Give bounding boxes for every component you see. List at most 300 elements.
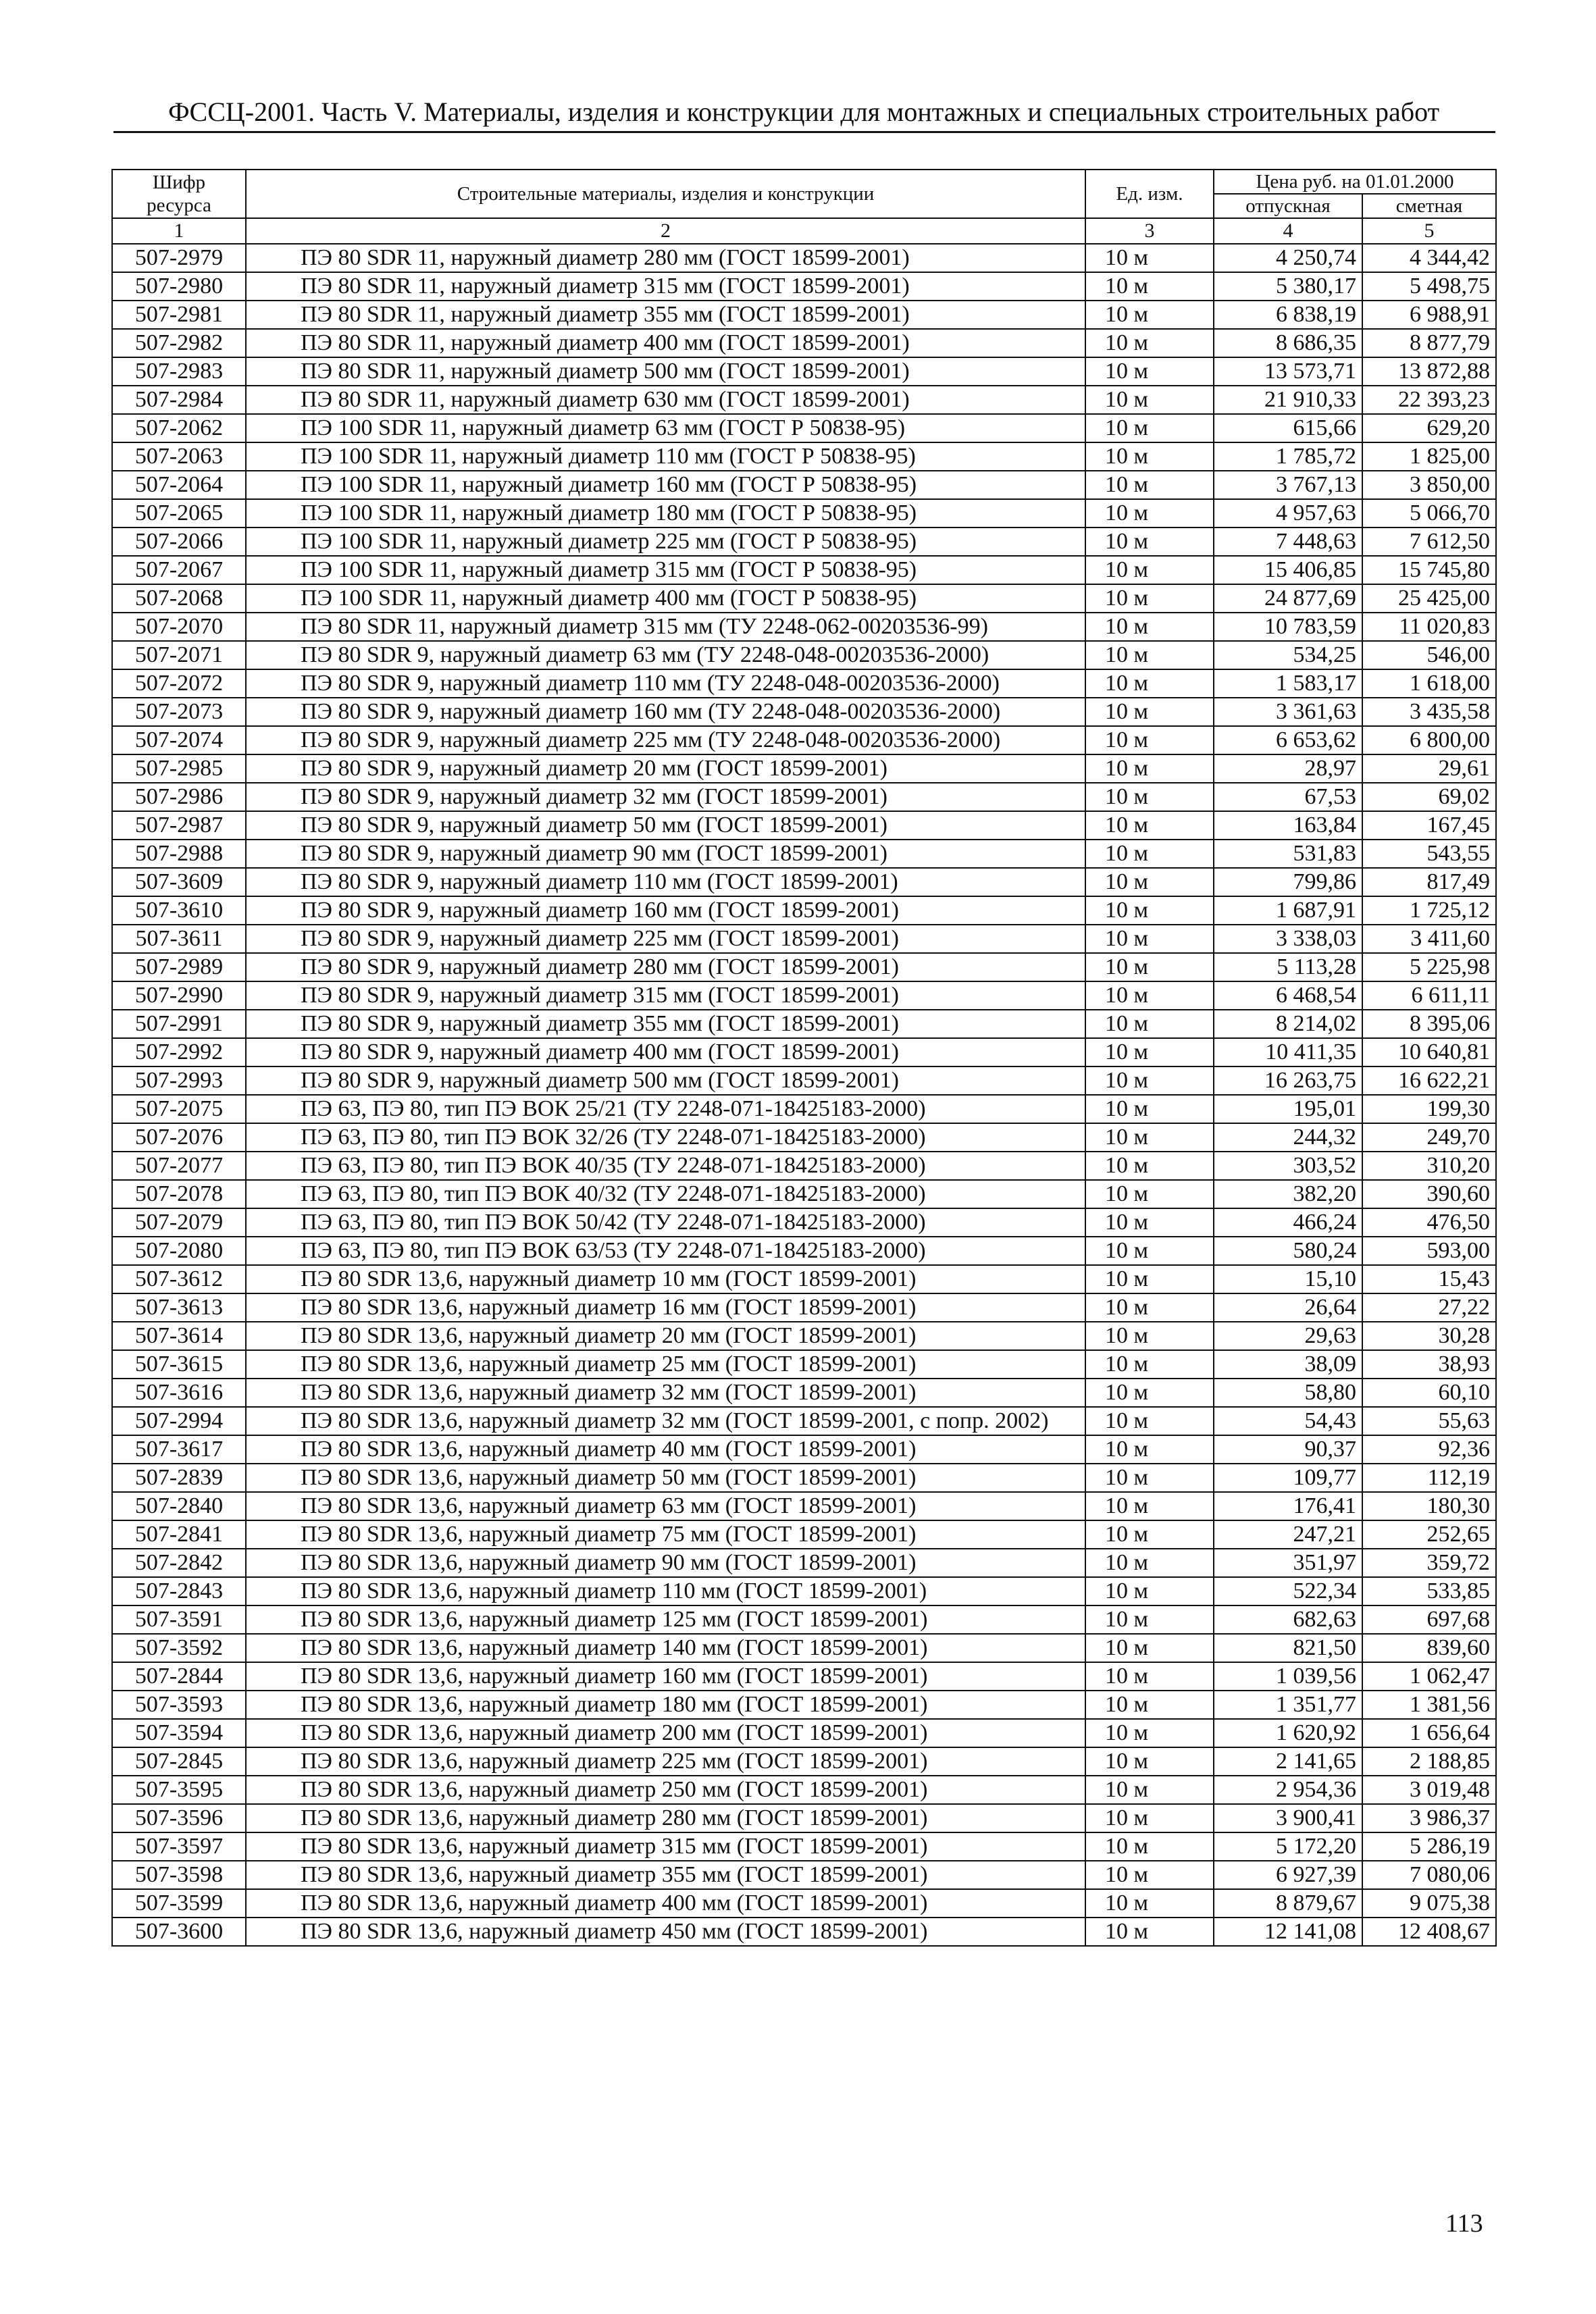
price-estimate: 543,55: [1362, 840, 1496, 868]
price-release: 38,09: [1214, 1350, 1362, 1379]
price-estimate: 697,68: [1362, 1605, 1496, 1634]
resource-code: 507-2079: [112, 1208, 246, 1237]
price-release: 3 338,03: [1214, 925, 1362, 953]
column-number: 2: [246, 218, 1085, 244]
price-estimate: 6 988,91: [1362, 301, 1496, 329]
material-description: ПЭ 80 SDR 13,6, наружный диаметр 25 мм (ГОСТ 18599-2001): [246, 1350, 1085, 1379]
resource-code: 507-3594: [112, 1719, 246, 1747]
unit-of-measure: 10 м: [1085, 301, 1214, 329]
table-row: [112, 499, 1496, 528]
table-row: [112, 1747, 1496, 1776]
column-number: 5: [1362, 218, 1496, 244]
material-description: ПЭ 80 SDR 9, наружный диаметр 160 мм (ТУ 2248-048-00203536-2000): [246, 698, 1085, 726]
unit-of-measure: 10 м: [1085, 1208, 1214, 1237]
price-estimate: 199,30: [1362, 1095, 1496, 1123]
resource-code: 507-3598: [112, 1861, 246, 1889]
resource-code: 507-2080: [112, 1237, 246, 1265]
price-estimate: 310,20: [1362, 1152, 1496, 1180]
material-description: ПЭ 80 SDR 13,6, наружный диаметр 10 мм (ГОСТ 18599-2001): [246, 1265, 1085, 1293]
table-row: [112, 953, 1496, 981]
unit-of-measure: 10 м: [1085, 499, 1214, 528]
resource-code: 507-2062: [112, 414, 246, 442]
material-description: ПЭ 80 SDR 13,6, наружный диаметр 450 мм (ГОСТ 18599-2001): [246, 1918, 1085, 1946]
price-estimate: 60,10: [1362, 1379, 1496, 1407]
resource-code: 507-3592: [112, 1634, 246, 1662]
page-title: ФССЦ-2001. Часть V. Материалы, изделия и конструкции для монтажных и специальных строительных работ: [168, 97, 1440, 127]
price-release: 1 785,72: [1214, 442, 1362, 471]
resource-code: 507-3616: [112, 1379, 246, 1407]
table-row: [112, 1691, 1496, 1719]
price-release: 5 172,20: [1214, 1832, 1362, 1861]
resource-code: 507-3599: [112, 1889, 246, 1918]
material-description: ПЭ 80 SDR 13,6, наружный диаметр 280 мм (ГОСТ 18599-2001): [246, 1804, 1085, 1832]
page-number: 113: [1445, 2209, 1483, 2238]
price-release: 466,24: [1214, 1208, 1362, 1237]
material-description: ПЭ 80 SDR 13,6, наружный диаметр 16 мм (ГОСТ 18599-2001): [246, 1293, 1085, 1322]
price-release: 29,63: [1214, 1322, 1362, 1350]
unit-of-measure: 10 м: [1085, 1350, 1214, 1379]
material-description: ПЭ 80 SDR 9, наружный диаметр 63 мм (ТУ 2248-048-00203536-2000): [246, 641, 1085, 669]
unit-of-measure: 10 м: [1085, 925, 1214, 953]
resource-code: 507-2983: [112, 357, 246, 386]
table-row: [112, 414, 1496, 442]
unit-of-measure: 10 м: [1085, 414, 1214, 442]
table-row: [112, 641, 1496, 669]
price-release: 67,53: [1214, 783, 1362, 811]
price-release: 1 039,56: [1214, 1662, 1362, 1691]
resource-code: 507-2991: [112, 1010, 246, 1038]
table-row: [112, 1719, 1496, 1747]
material-description: ПЭ 80 SDR 11, наружный диаметр 355 мм (ГОСТ 18599-2001): [246, 301, 1085, 329]
table-row: [112, 1832, 1496, 1861]
header-price-group: Цена руб. на 01.01.2000: [1214, 170, 1496, 194]
price-release: 531,83: [1214, 840, 1362, 868]
table-row: [112, 754, 1496, 783]
header-description: Строительные материалы, изделия и конструкции: [246, 170, 1085, 218]
price-estimate: 112,19: [1362, 1464, 1496, 1492]
unit-of-measure: 10 м: [1085, 1549, 1214, 1577]
price-estimate: 3 411,60: [1362, 925, 1496, 953]
unit-of-measure: 10 м: [1085, 329, 1214, 357]
price-estimate: 5 225,98: [1362, 953, 1496, 981]
price-estimate: 15,43: [1362, 1265, 1496, 1293]
table-row: [112, 698, 1496, 726]
resource-code: 507-2992: [112, 1038, 246, 1066]
resource-code: 507-2077: [112, 1152, 246, 1180]
resource-code: 507-2064: [112, 471, 246, 499]
unit-of-measure: 10 м: [1085, 1776, 1214, 1804]
material-description: ПЭ 80 SDR 9, наружный диаметр 400 мм (ГОСТ 18599-2001): [246, 1038, 1085, 1066]
table-row: [112, 1322, 1496, 1350]
price-release: 5 380,17: [1214, 272, 1362, 301]
price-release: 24 877,69: [1214, 584, 1362, 613]
unit-of-measure: 10 м: [1085, 641, 1214, 669]
price-release: 28,97: [1214, 754, 1362, 783]
material-description: ПЭ 80 SDR 13,6, наружный диаметр 160 мм (ГОСТ 18599-2001): [246, 1662, 1085, 1691]
unit-of-measure: 10 м: [1085, 1464, 1214, 1492]
material-description: ПЭ 100 SDR 11, наружный диаметр 315 мм (ГОСТ Р 50838-95): [246, 556, 1085, 584]
material-description: ПЭ 80 SDR 11, наружный диаметр 280 мм (ГОСТ 18599-2001): [246, 244, 1085, 272]
table-row: [112, 1407, 1496, 1435]
price-estimate: 9 075,38: [1362, 1889, 1496, 1918]
price-estimate: 69,02: [1362, 783, 1496, 811]
price-release: 163,84: [1214, 811, 1362, 840]
unit-of-measure: 10 м: [1085, 613, 1214, 641]
material-description: ПЭ 80 SDR 13,6, наружный диаметр 90 мм (ГОСТ 18599-2001): [246, 1549, 1085, 1577]
resource-code: 507-3614: [112, 1322, 246, 1350]
unit-of-measure: 10 м: [1085, 1095, 1214, 1123]
table-row: [112, 1379, 1496, 1407]
table-row: [112, 1577, 1496, 1605]
price-release: 90,37: [1214, 1435, 1362, 1464]
unit-of-measure: 10 м: [1085, 669, 1214, 698]
price-release: 5 113,28: [1214, 953, 1362, 981]
table-row: [112, 1038, 1496, 1066]
unit-of-measure: 10 м: [1085, 1520, 1214, 1549]
price-release: 8 879,67: [1214, 1889, 1362, 1918]
material-description: ПЭ 80 SDR 13,6, наружный диаметр 225 мм (ГОСТ 18599-2001): [246, 1747, 1085, 1776]
header-unit: Ед. изм.: [1085, 170, 1214, 218]
price-estimate: 1 062,47: [1362, 1662, 1496, 1691]
table-row: [112, 1095, 1496, 1123]
price-estimate: 15 745,80: [1362, 556, 1496, 584]
table-row: [112, 357, 1496, 386]
resource-code: 507-2075: [112, 1095, 246, 1123]
price-estimate: 92,36: [1362, 1435, 1496, 1464]
unit-of-measure: 10 м: [1085, 726, 1214, 754]
resource-code: 507-2070: [112, 613, 246, 641]
price-release: 244,32: [1214, 1123, 1362, 1152]
material-description: ПЭ 63, ПЭ 80, тип ПЭ ВОК 40/35 (ТУ 2248-071-18425183-2000): [246, 1152, 1085, 1180]
unit-of-measure: 10 м: [1085, 584, 1214, 613]
table-row: [112, 1180, 1496, 1208]
material-description: ПЭ 80 SDR 11, наружный диаметр 315 мм (ГОСТ 18599-2001): [246, 272, 1085, 301]
price-estimate: 167,45: [1362, 811, 1496, 840]
resource-code: 507-3613: [112, 1293, 246, 1322]
material-description: ПЭ 80 SDR 9, наружный диаметр 500 мм (ГОСТ 18599-2001): [246, 1066, 1085, 1095]
table-row: [112, 556, 1496, 584]
price-estimate: 1 825,00: [1362, 442, 1496, 471]
unit-of-measure: 10 м: [1085, 1492, 1214, 1520]
unit-of-measure: 10 м: [1085, 1010, 1214, 1038]
table-row: [112, 528, 1496, 556]
table-row: [112, 1918, 1496, 1946]
price-release: 58,80: [1214, 1379, 1362, 1407]
resource-code: 507-2068: [112, 584, 246, 613]
unit-of-measure: 10 м: [1085, 1152, 1214, 1180]
table-row: [112, 1889, 1496, 1918]
price-estimate: 12 408,67: [1362, 1918, 1496, 1946]
resource-code: 507-2988: [112, 840, 246, 868]
price-release: 13 573,71: [1214, 357, 1362, 386]
resource-code: 507-3617: [112, 1435, 246, 1464]
unit-of-measure: 10 м: [1085, 357, 1214, 386]
price-release: 2 954,36: [1214, 1776, 1362, 1804]
price-release: 580,24: [1214, 1237, 1362, 1265]
header-rule: [113, 131, 1495, 133]
material-description: ПЭ 80 SDR 9, наружный диаметр 225 мм (ТУ 2248-048-00203536-2000): [246, 726, 1085, 754]
price-estimate: 2 188,85: [1362, 1747, 1496, 1776]
unit-of-measure: 10 м: [1085, 1747, 1214, 1776]
unit-of-measure: 10 м: [1085, 981, 1214, 1010]
price-estimate: 1 656,64: [1362, 1719, 1496, 1747]
table-row: [112, 386, 1496, 414]
material-description: ПЭ 80 SDR 9, наружный диаметр 280 мм (ГОСТ 18599-2001): [246, 953, 1085, 981]
table-row: [112, 613, 1496, 641]
price-estimate: 25 425,00: [1362, 584, 1496, 613]
price-estimate: 359,72: [1362, 1549, 1496, 1577]
price-estimate: 10 640,81: [1362, 1038, 1496, 1066]
unit-of-measure: 10 м: [1085, 1265, 1214, 1293]
table-row: [112, 1861, 1496, 1889]
resource-code: 507-3600: [112, 1918, 246, 1946]
resource-code: 507-2067: [112, 556, 246, 584]
price-release: 195,01: [1214, 1095, 1362, 1123]
price-estimate: 22 393,23: [1362, 386, 1496, 414]
price-release: 382,20: [1214, 1180, 1362, 1208]
price-estimate: 3 019,48: [1362, 1776, 1496, 1804]
resource-code: 507-2844: [112, 1662, 246, 1691]
unit-of-measure: 10 м: [1085, 1804, 1214, 1832]
price-release: 615,66: [1214, 414, 1362, 442]
header-price-release: отпускная: [1214, 194, 1362, 218]
material-description: ПЭ 100 SDR 11, наружный диаметр 160 мм (ГОСТ Р 50838-95): [246, 471, 1085, 499]
resource-code: 507-2985: [112, 754, 246, 783]
price-estimate: 3 986,37: [1362, 1804, 1496, 1832]
price-estimate: 1 725,12: [1362, 896, 1496, 925]
resource-code: 507-3593: [112, 1691, 246, 1719]
price-release: 15 406,85: [1214, 556, 1362, 584]
table-body: [112, 244, 1496, 1946]
material-description: ПЭ 80 SDR 13,6, наружный диаметр 63 мм (ГОСТ 18599-2001): [246, 1492, 1085, 1520]
resource-code: 507-3611: [112, 925, 246, 953]
price-estimate: 30,28: [1362, 1322, 1496, 1350]
material-description: ПЭ 63, ПЭ 80, тип ПЭ ВОК 50/42 (ТУ 2248-071-18425183-2000): [246, 1208, 1085, 1237]
unit-of-measure: 10 м: [1085, 1832, 1214, 1861]
table-row: [112, 1066, 1496, 1095]
price-estimate: 390,60: [1362, 1180, 1496, 1208]
price-estimate: 7 080,06: [1362, 1861, 1496, 1889]
price-estimate: 180,30: [1362, 1492, 1496, 1520]
table-row: [112, 868, 1496, 896]
material-description: ПЭ 63, ПЭ 80, тип ПЭ ВОК 40/32 (ТУ 2248-071-18425183-2000): [246, 1180, 1085, 1208]
unit-of-measure: 10 м: [1085, 244, 1214, 272]
material-description: ПЭ 80 SDR 9, наружный диаметр 160 мм (ГОСТ 18599-2001): [246, 896, 1085, 925]
material-description: ПЭ 100 SDR 11, наружный диаметр 400 мм (ГОСТ Р 50838-95): [246, 584, 1085, 613]
price-estimate: 8 395,06: [1362, 1010, 1496, 1038]
resource-code: 507-2845: [112, 1747, 246, 1776]
table-row: [112, 1492, 1496, 1520]
column-number: 1: [112, 218, 246, 244]
unit-of-measure: 10 м: [1085, 698, 1214, 726]
material-description: ПЭ 80 SDR 13,6, наружный диаметр 125 мм (ГОСТ 18599-2001): [246, 1605, 1085, 1634]
unit-of-measure: 10 м: [1085, 896, 1214, 925]
resource-code: 507-2071: [112, 641, 246, 669]
material-description: ПЭ 80 SDR 9, наружный диаметр 315 мм (ГОСТ 18599-2001): [246, 981, 1085, 1010]
resource-code: 507-2839: [112, 1464, 246, 1492]
material-description: ПЭ 80 SDR 9, наружный диаметр 355 мм (ГОСТ 18599-2001): [246, 1010, 1085, 1038]
price-release: 12 141,08: [1214, 1918, 1362, 1946]
table-row: [112, 329, 1496, 357]
unit-of-measure: 10 м: [1085, 386, 1214, 414]
price-estimate: 55,63: [1362, 1407, 1496, 1435]
price-estimate: 839,60: [1362, 1634, 1496, 1662]
table-row: [112, 981, 1496, 1010]
resource-code: 507-2063: [112, 442, 246, 471]
table-row: [112, 442, 1496, 471]
material-description: ПЭ 80 SDR 13,6, наружный диаметр 20 мм (ГОСТ 18599-2001): [246, 1322, 1085, 1350]
unit-of-measure: 10 м: [1085, 1379, 1214, 1407]
material-description: ПЭ 100 SDR 11, наружный диаметр 180 мм (ГОСТ Р 50838-95): [246, 499, 1085, 528]
price-release: 26,64: [1214, 1293, 1362, 1322]
table-row: [112, 1776, 1496, 1804]
price-release: 10 783,59: [1214, 613, 1362, 641]
unit-of-measure: 10 м: [1085, 1577, 1214, 1605]
price-estimate: 817,49: [1362, 868, 1496, 896]
unit-of-measure: 10 м: [1085, 1293, 1214, 1322]
price-release: 6 468,54: [1214, 981, 1362, 1010]
resource-code: 507-3610: [112, 896, 246, 925]
table-row: [112, 1208, 1496, 1237]
price-release: 799,86: [1214, 868, 1362, 896]
resource-code: 507-3612: [112, 1265, 246, 1293]
resource-code: 507-2843: [112, 1577, 246, 1605]
table-row: [112, 1464, 1496, 1492]
table-row: [112, 1265, 1496, 1293]
table-row: [112, 840, 1496, 868]
resource-code: 507-3597: [112, 1832, 246, 1861]
price-release: 6 927,39: [1214, 1861, 1362, 1889]
table-row: [112, 1605, 1496, 1634]
column-number: 4: [1214, 218, 1362, 244]
table-row: [112, 272, 1496, 301]
unit-of-measure: 10 м: [1085, 1038, 1214, 1066]
table-row: [112, 1237, 1496, 1265]
unit-of-measure: 10 м: [1085, 471, 1214, 499]
material-description: ПЭ 80 SDR 13,6, наружный диаметр 315 мм (ГОСТ 18599-2001): [246, 1832, 1085, 1861]
price-estimate: 252,65: [1362, 1520, 1496, 1549]
price-estimate: 11 020,83: [1362, 613, 1496, 641]
price-release: 351,97: [1214, 1549, 1362, 1577]
price-release: 54,43: [1214, 1407, 1362, 1435]
unit-of-measure: 10 м: [1085, 1889, 1214, 1918]
price-table: [111, 169, 1497, 1947]
price-estimate: 6 800,00: [1362, 726, 1496, 754]
resource-code: 507-2979: [112, 244, 246, 272]
price-release: 16 263,75: [1214, 1066, 1362, 1095]
table-row: [112, 244, 1496, 272]
material-description: ПЭ 80 SDR 11, наружный диаметр 500 мм (ГОСТ 18599-2001): [246, 357, 1085, 386]
table-row: [112, 1123, 1496, 1152]
material-description: ПЭ 80 SDR 11, наружный диаметр 400 мм (ГОСТ 18599-2001): [246, 329, 1085, 357]
price-estimate: 27,22: [1362, 1293, 1496, 1322]
price-release: 303,52: [1214, 1152, 1362, 1180]
material-description: ПЭ 80 SDR 13,6, наружный диаметр 110 мм (ГОСТ 18599-2001): [246, 1577, 1085, 1605]
price-estimate: 16 622,21: [1362, 1066, 1496, 1095]
unit-of-measure: 10 м: [1085, 1435, 1214, 1464]
unit-of-measure: 10 м: [1085, 840, 1214, 868]
unit-of-measure: 10 м: [1085, 1322, 1214, 1350]
price-release: 15,10: [1214, 1265, 1362, 1293]
unit-of-measure: 10 м: [1085, 754, 1214, 783]
resource-code: 507-2990: [112, 981, 246, 1010]
table-row: [112, 896, 1496, 925]
price-release: 6 838,19: [1214, 301, 1362, 329]
table-row: [112, 1549, 1496, 1577]
price-estimate: 38,93: [1362, 1350, 1496, 1379]
resource-code: 507-2066: [112, 528, 246, 556]
unit-of-measure: 10 м: [1085, 442, 1214, 471]
material-description: ПЭ 80 SDR 11, наружный диаметр 315 мм (ТУ 2248-062-00203536-99): [246, 613, 1085, 641]
unit-of-measure: 10 м: [1085, 1237, 1214, 1265]
price-release: 2 141,65: [1214, 1747, 1362, 1776]
table-row: [112, 1293, 1496, 1322]
table-row: [112, 811, 1496, 840]
material-description: ПЭ 80 SDR 9, наружный диаметр 20 мм (ГОСТ 18599-2001): [246, 754, 1085, 783]
price-release: 821,50: [1214, 1634, 1362, 1662]
price-estimate: 1 381,56: [1362, 1691, 1496, 1719]
price-estimate: 7 612,50: [1362, 528, 1496, 556]
resource-code: 507-3609: [112, 868, 246, 896]
resource-code: 507-2980: [112, 272, 246, 301]
price-estimate: 3 435,58: [1362, 698, 1496, 726]
price-release: 3 900,41: [1214, 1804, 1362, 1832]
price-release: 10 411,35: [1214, 1038, 1362, 1066]
material-description: ПЭ 80 SDR 13,6, наружный диаметр 40 мм (ГОСТ 18599-2001): [246, 1435, 1085, 1464]
resource-code: 507-2989: [112, 953, 246, 981]
unit-of-measure: 10 м: [1085, 811, 1214, 840]
table-row: [112, 1152, 1496, 1180]
unit-of-measure: 10 м: [1085, 1861, 1214, 1889]
resource-code: 507-2982: [112, 329, 246, 357]
column-number-row: [112, 218, 1496, 244]
table-row: [112, 584, 1496, 613]
table-row: [112, 669, 1496, 698]
price-release: 176,41: [1214, 1492, 1362, 1520]
price-estimate: 8 877,79: [1362, 329, 1496, 357]
material-description: ПЭ 80 SDR 13,6, наружный диаметр 50 мм (ГОСТ 18599-2001): [246, 1464, 1085, 1492]
resource-code: 507-2841: [112, 1520, 246, 1549]
material-description: ПЭ 80 SDR 13,6, наружный диаметр 355 мм (ГОСТ 18599-2001): [246, 1861, 1085, 1889]
material-description: ПЭ 80 SDR 9, наружный диаметр 110 мм (ГОСТ 18599-2001): [246, 868, 1085, 896]
price-release: 8 686,35: [1214, 329, 1362, 357]
unit-of-measure: 10 м: [1085, 1180, 1214, 1208]
price-estimate: 6 611,11: [1362, 981, 1496, 1010]
price-release: 4 250,74: [1214, 244, 1362, 272]
table-header: [112, 170, 1496, 244]
resource-code: 507-2074: [112, 726, 246, 754]
material-description: ПЭ 63, ПЭ 80, тип ПЭ ВОК 32/26 (ТУ 2248-071-18425183-2000): [246, 1123, 1085, 1152]
material-description: ПЭ 63, ПЭ 80, тип ПЭ ВОК 25/21 (ТУ 2248-071-18425183-2000): [246, 1095, 1085, 1123]
unit-of-measure: 10 м: [1085, 1634, 1214, 1662]
price-estimate: 29,61: [1362, 754, 1496, 783]
unit-of-measure: 10 м: [1085, 1066, 1214, 1095]
resource-code: 507-2842: [112, 1549, 246, 1577]
price-estimate: 1 618,00: [1362, 669, 1496, 698]
price-estimate: 3 850,00: [1362, 471, 1496, 499]
unit-of-measure: 10 м: [1085, 1691, 1214, 1719]
table-row: [112, 925, 1496, 953]
price-estimate: 5 286,19: [1362, 1832, 1496, 1861]
table-row: [112, 726, 1496, 754]
resource-code: 507-2993: [112, 1066, 246, 1095]
price-release: 109,77: [1214, 1464, 1362, 1492]
material-description: ПЭ 80 SDR 13,6, наружный диаметр 32 мм (ГОСТ 18599-2001, с попр. 2002): [246, 1407, 1085, 1435]
header-price-estimate: сметная: [1362, 194, 1496, 218]
table-row: [112, 1520, 1496, 1549]
material-description: ПЭ 80 SDR 9, наружный диаметр 90 мм (ГОСТ 18599-2001): [246, 840, 1085, 868]
resource-code: 507-3591: [112, 1605, 246, 1634]
